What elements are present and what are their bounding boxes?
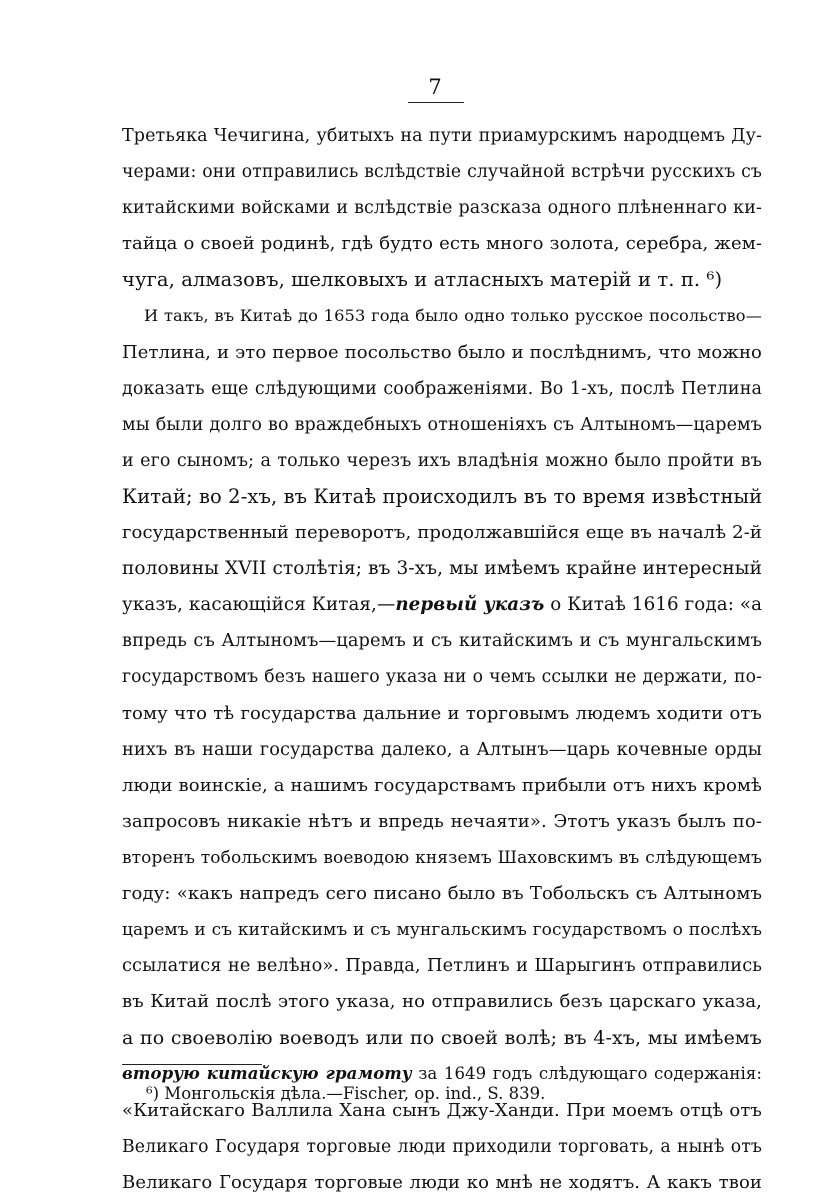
text-line: Третьяка Чечигина, убитыхъ на пути приамурскимъ народцемъ Ду-	[122, 126, 762, 146]
text-line: Петлина, и это первое посольство было и послѣднимъ, что можно	[122, 341, 762, 363]
text-line: тайца о своей родинѣ, гдѣ будто есть много золота, серебра, жем-	[122, 233, 762, 255]
text-line: а по своеволію воеводъ или по своей волѣ; въ 4-хъ, мы имѣемъ	[122, 1027, 762, 1050]
text-line: люди воинскіе, а нашимъ государствамъ прибыли отъ нихъ кромѣ	[122, 774, 762, 796]
text-line: государственный переворотъ, продолжавшійся еще въ началѣ 2-й	[122, 522, 762, 544]
text-line: чуга, алмазовъ, шелковыхъ и атласныхъ матерій и т. п. ⁶)	[122, 268, 723, 292]
page-number-rule	[408, 102, 464, 103]
body-text	[122, 118, 762, 1201]
text-line: впредь съ Алтыномъ—царемъ и съ китайскимъ и съ мунгальскимъ	[122, 631, 762, 652]
emphasized-text: первый указъ	[395, 594, 545, 616]
text-line	[122, 587, 762, 623]
text-line: ссылатися не велѣно». Правда, Петлинъ и Шарыгинъ отправились	[122, 956, 762, 977]
text-line: Великаго Государя торговые люди приходили торговать, а нынѣ отъ	[122, 1136, 762, 1157]
text-line: Китай; во 2-хъ, въ Китаѣ происходилъ въ то время извѣстный	[122, 484, 763, 508]
text-line: и его сыномъ; а только черезъ ихъ владѣнія можно было пройти въ	[122, 450, 762, 471]
text-line: половины XVII столѣтія; въ 3-хъ, мы имѣемъ крайне интересный	[122, 558, 762, 580]
footnote: ⁶) Монгольскія дѣла.—Fischer, op. ind., S. 839.	[146, 1084, 546, 1103]
text-line: въ Китай послѣ этого указа, но отправились безъ царскаго указа,	[122, 991, 762, 1013]
text-line: нихъ въ наши государства далеко, а Алтынъ—царь кочевные орды	[122, 739, 762, 760]
text-line: царемъ и съ китайскимъ и съ мунгальскимъ государствомъ о послѣхъ	[122, 920, 762, 941]
footnote-rule	[122, 1064, 262, 1065]
emphasized-text: вторую китайскую грамоту	[122, 1064, 412, 1084]
text-line: вторенъ тобольскимъ воеводою княземъ Шаховскимъ въ слѣдующемъ	[122, 847, 762, 868]
text-line: доказать еще слѣдующими соображеніями. Во 1-хъ, послѣ Петлина	[122, 378, 762, 399]
text-fragment: указъ, касающійся Китая,—	[122, 594, 396, 616]
text-line: черами: они отправились вслѣдствіе случайной встрѣчи русскихъ съ	[122, 162, 762, 183]
page-number: 7	[428, 75, 442, 99]
text-line: «Китайскаго Валлила Хана сынъ Джу-Ханди. При моемъ отцѣ отъ	[122, 1099, 762, 1121]
text-line: И такъ, въ Китаѣ до 1653 года было одно только русское посольство—	[144, 306, 762, 326]
text-fragment: за 1649 годъ слѣдующаго содержанія:	[411, 1064, 762, 1084]
text-line: китайскими войсками и вслѣдствіе разсказа одного плѣненнаго ки-	[122, 198, 762, 219]
text-line: мы были долго во враждебныхъ отношеніяхъ съ Алтыномъ—царемъ	[122, 414, 762, 435]
text-line: году: «какъ напредъ сего писано было въ Тобольскъ съ Алтыномъ	[122, 882, 762, 904]
text-fragment: о Китаѣ 1616 года: «а	[544, 594, 763, 616]
text-line: Великаго Государя торговые люди ко мнѣ не ходятъ. А какъ твои	[122, 1171, 762, 1193]
text-line: государствомъ безъ нашего указа ни о чемъ ссылки не держати, по-	[122, 667, 762, 688]
text-line: тому что тѣ государства дальние и торговымъ людемъ ходити отъ	[122, 702, 762, 724]
text-line: запросовъ никакіе нѣтъ и впредь нечаяти». Этотъ указъ былъ по-	[122, 810, 762, 832]
